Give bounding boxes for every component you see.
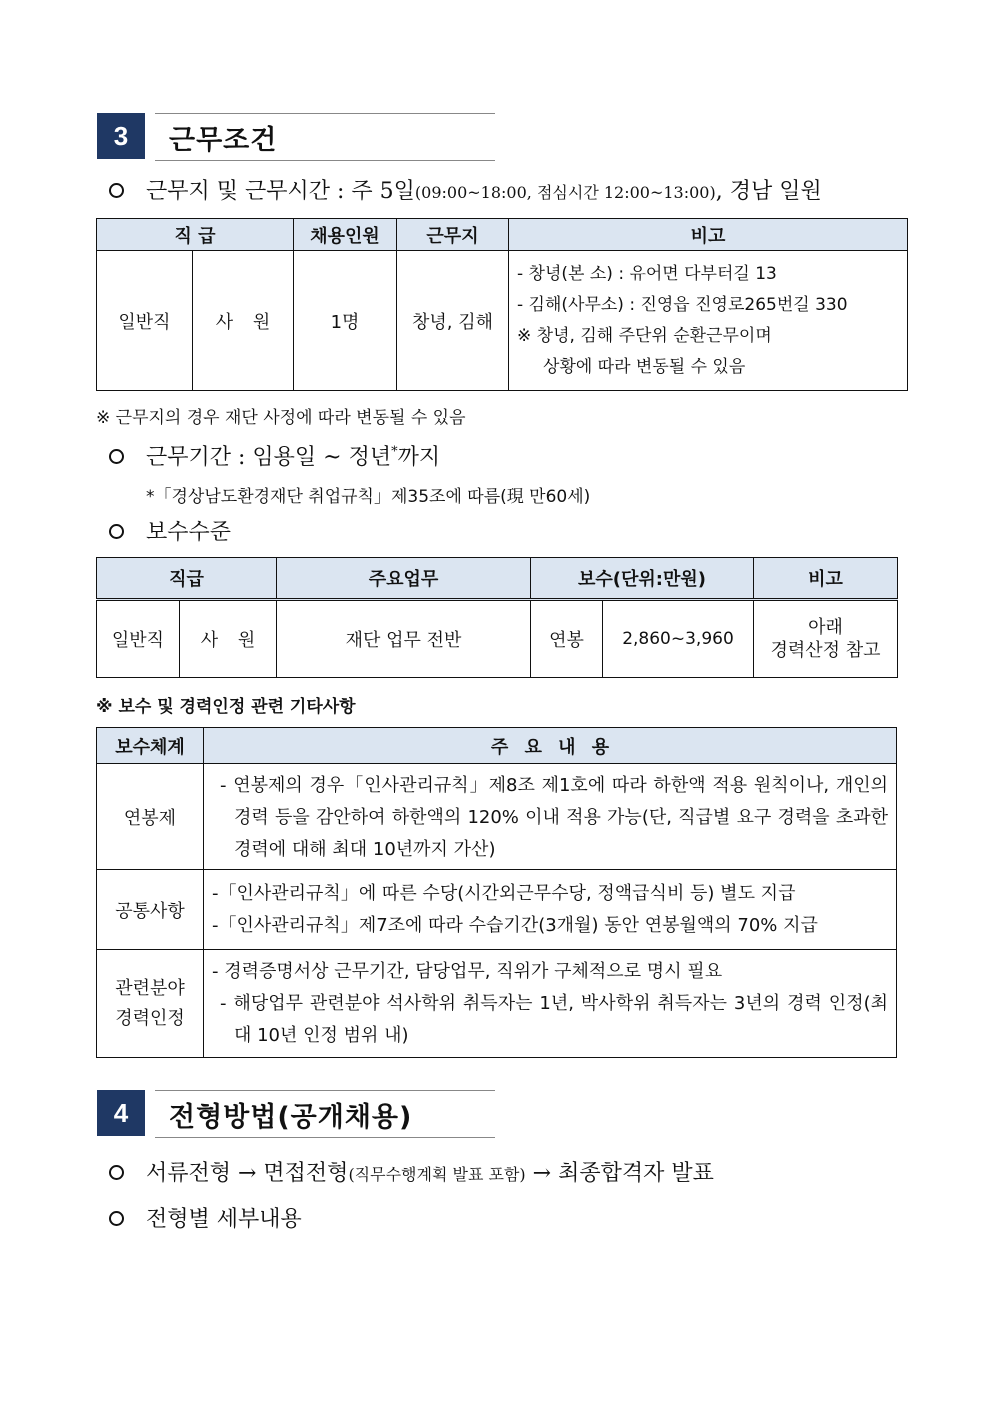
- workplace-table: [96, 218, 908, 391]
- header-grade: 직급: [97, 558, 277, 600]
- header-count: 채용인원: [294, 219, 397, 251]
- label-line-2: 경력인정: [115, 1007, 185, 1029]
- content-line: - 경력증명서상 근무기간, 담당업무, 직위가 구체적으로 명시 필요: [212, 960, 723, 982]
- row-label: [97, 950, 204, 1058]
- note-line-2: 경력산정 참고: [770, 640, 881, 661]
- bullet-text: 전형별 세부내용: [146, 1207, 302, 1232]
- cell-grade1: 일반직: [97, 251, 193, 391]
- bullet-tail: → 최종합격자 발표: [525, 1161, 714, 1186]
- row-content: [204, 870, 897, 950]
- header-duty: 주요업무: [277, 558, 531, 600]
- row-content: [204, 764, 897, 870]
- header-pay: 보수(단위:만원): [531, 558, 754, 600]
- work-period-bullet: [109, 440, 440, 471]
- header-content: 주 요 내 용: [204, 728, 897, 764]
- circle-bullet-icon: [109, 449, 124, 464]
- content-line: -「인사관리규칙」에 따른 수당(시간외근무수당, 정액급식비 등) 별도 지급: [212, 882, 796, 904]
- circle-bullet-icon: [109, 1165, 124, 1180]
- bullet-text: 서류전형 → 면접전형: [146, 1161, 349, 1186]
- cell-place: 창녕, 김해: [397, 251, 509, 391]
- circle-bullet-icon: [109, 183, 124, 198]
- label-line-1: 관련분야: [115, 977, 185, 999]
- bullet-tail: , 경남 일원: [715, 179, 822, 204]
- cell-grade2: 사 원: [180, 600, 277, 678]
- workplace-change-note: ※ 근무지의 경우 재단 사정에 따라 변동될 수 있음: [96, 408, 466, 428]
- pay-level-bullet: [109, 515, 231, 546]
- section-3-header: [97, 113, 495, 159]
- pay-system-table: [96, 727, 897, 1058]
- header-note: 비고: [509, 219, 908, 251]
- bullet-detail: (09:00~18:00, 점심시간 12:00~13:00): [414, 183, 716, 202]
- row-label: 공통사항: [97, 870, 204, 950]
- bullet-text: 근무지 및 근무시간 : 주 5일: [146, 179, 415, 204]
- bullet-detail: (직무수행계획 발표 포함): [348, 1165, 526, 1184]
- cell-count: 1명: [294, 251, 397, 391]
- content-line: - 해당업무 관련분야 석사학위 취득자는 1년, 박사학위 취득자는 3년의 경력 인정(최대 10년 인정 범위 내): [220, 992, 888, 1046]
- note-line-2: - 김해(사무소) : 진영읍 진영로265번길 330: [517, 294, 848, 315]
- cell-pay-type: 연봉: [531, 600, 603, 678]
- note-line-1: 아래: [808, 617, 843, 638]
- work-place-bullet: [109, 174, 822, 205]
- section-title: 전형방법(공개채용): [155, 1090, 495, 1138]
- bullet-tail: 까지: [397, 445, 441, 470]
- circle-bullet-icon: [109, 524, 124, 539]
- row-content: [204, 950, 897, 1058]
- content-line: -「인사관리규칙」제7조에 따라 수습기간(3개월) 동안 연봉월액의 70% 지급: [212, 914, 818, 936]
- section-number: 3: [97, 113, 145, 159]
- pay-table: [96, 557, 898, 678]
- note-line-4: 상황에 따라 변동될 수 있음: [543, 356, 746, 377]
- note-line-1: - 창녕(본 소) : 유어면 다부터길 13: [517, 263, 777, 284]
- section-4-header: [97, 1090, 495, 1136]
- bullet-text: 근무기간 : 임용일 ~ 정년: [146, 445, 392, 470]
- footnote-mark: *: [391, 444, 398, 460]
- cell-duty: 재단 업무 전반: [277, 600, 531, 678]
- header-system: 보수체계: [97, 728, 204, 764]
- header-note: 비고: [754, 558, 898, 600]
- detail-bullet: [109, 1202, 302, 1233]
- pay-other-title: ※ 보수 및 경력인정 관련 기타사항: [96, 697, 356, 717]
- section-number: 4: [97, 1090, 145, 1136]
- circle-bullet-icon: [109, 1211, 124, 1226]
- content-line: - 연봉제의 경우「인사관리규칙」제8조 제1호에 따라 하한액 적용 원칙이나, 개인의 경력 등을 감안하여 하한액의 120% 이내 적용 가능(단, 직급별 요구 경력을 초과한 경력에 대해 최대 10년까지 가산): [220, 775, 888, 860]
- cell-note: [754, 600, 898, 678]
- section-title: 근무조건: [155, 113, 495, 161]
- row-label: 연봉제: [97, 764, 204, 870]
- cell-grade2: 사 원: [193, 251, 294, 391]
- bullet-text: 보수수준: [146, 520, 232, 545]
- note-line-3: ※ 창녕, 김해 주단위 순환근무이며: [517, 325, 772, 346]
- header-grade: 직 급: [97, 219, 294, 251]
- header-place: 근무지: [397, 219, 509, 251]
- cell-pay-amount: 2,860~3,960: [603, 600, 754, 678]
- cell-grade1: 일반직: [97, 600, 180, 678]
- period-footnote: *「경상남도환경재단 취업규칙」제35조에 따름(現 만60세): [146, 487, 591, 507]
- process-bullet: [109, 1156, 714, 1187]
- cell-note: [509, 251, 908, 391]
